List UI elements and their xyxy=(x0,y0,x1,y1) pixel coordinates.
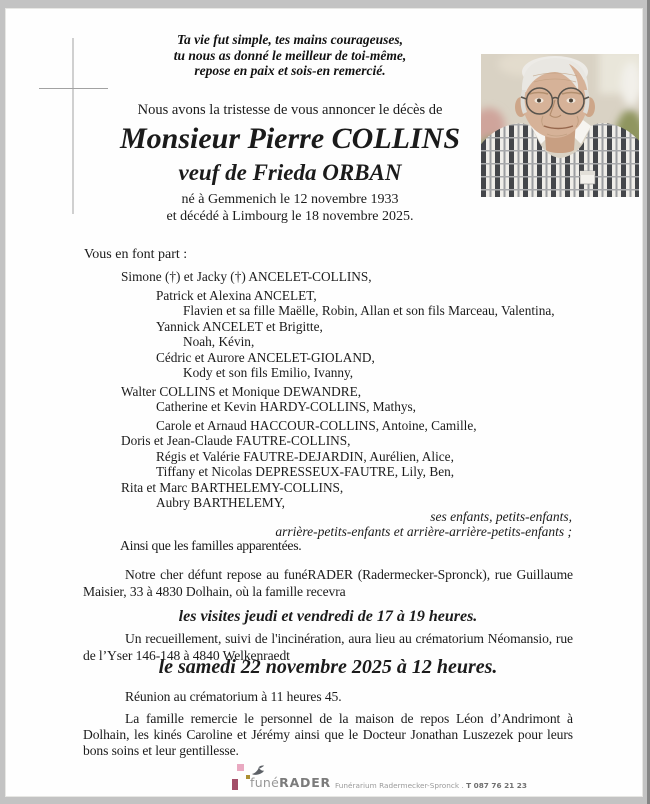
spouse-line: veuf de Frieda ORBAN xyxy=(178,160,402,185)
family-line xyxy=(121,384,584,400)
visits-line: les visites jeudi et vendredi de 17 à 19 heures. xyxy=(178,608,478,625)
brand-name xyxy=(250,775,331,790)
family-line xyxy=(156,288,584,304)
family-line xyxy=(156,399,584,415)
epitaph-line: repose en paix et sois-en remercié. xyxy=(194,63,386,78)
family-line-text: Tiffany et Nicolas DEPRESSEUX-FAUTRE, Lily, Ben, xyxy=(156,464,455,479)
announcement-line: Nous avons la tristesse de vous annoncer le décès de xyxy=(137,102,443,118)
ceremony-paragraph: Un recueillement, suivi de l'incinération, aura lieu au crématorium Néomansio, rue de l’Yser 146-148 à 4840 Welkenraedt xyxy=(83,631,573,663)
family-line-text: Patrick et Alexina ANCELET, xyxy=(156,287,317,303)
family-line xyxy=(121,269,584,285)
family-line xyxy=(183,365,584,381)
family-line xyxy=(183,334,584,350)
relations-block xyxy=(83,509,572,539)
ceremony-date-line: le samedi 22 novembre 2025 à 12 heures. xyxy=(158,656,498,678)
family-line-text: Catherine et Kevin HARDY-COLLINS, Mathys, xyxy=(156,399,416,414)
brand-light: funé xyxy=(250,775,280,790)
family-line xyxy=(156,464,584,480)
family-line-text: Yannick ANCELET et Brigitte, xyxy=(156,318,323,334)
footer-tagline xyxy=(335,781,527,790)
epitaph-line: Ta vie fut simple, tes mains courageuses, xyxy=(176,32,403,47)
obituary-page xyxy=(5,8,643,797)
family-line xyxy=(156,319,584,335)
meeting-line: Réunion au crématorium à 11 heures 45. xyxy=(125,689,342,704)
relations-line: ses enfants, petits-enfants, xyxy=(430,509,572,524)
family-line xyxy=(156,350,584,366)
epitaph-line: tu nous as donné le meilleur de toi-même, xyxy=(173,47,407,63)
family-line xyxy=(156,449,584,465)
related-families-line: Ainsi que les familles apparentées. xyxy=(120,538,302,553)
family-line xyxy=(121,480,584,496)
family-line xyxy=(156,418,584,434)
family-line-text: Régis et Valérie FAUTRE-DEJARDIN, Aurélien, Alice, xyxy=(156,448,454,464)
family-line-text: Simone (†) et Jacky (†) ANCELET-COLLINS, xyxy=(121,269,372,284)
thanks-paragraph: La famille remercie le personnel de la maison de repos Léon d’Andrimont à Dolhain, les kinés Caroline et Jérémy ainsi que le Docteur Jonathan Luszezek pour leurs bons soins et leur gentillesse. xyxy=(83,711,573,758)
family-list xyxy=(84,269,584,511)
death-line: et décédé à Limbourg le 18 novembre 2025. xyxy=(166,209,414,224)
relations-line: arrière-petits-enfants et arrière-arrière-petits-enfants ; xyxy=(275,524,572,539)
family-line-text: Rita et Marc BARTHELEMY-COLLINS, xyxy=(121,479,344,495)
family-line-text: Cédric et Aurore ANCELET-GIOLAND, xyxy=(156,349,375,365)
family-line-text: Kody et son fils Emilio, Ivanny, xyxy=(183,365,354,380)
footer-phone: T 087 76 21 23 xyxy=(466,781,527,790)
deceased-name: Monsieur Pierre COLLINS xyxy=(119,122,461,155)
family-line-text: Doris et Jean-Claude FAUTRE-COLLINS, xyxy=(121,433,351,448)
family-line-text: Noah, Kévin, xyxy=(183,334,255,349)
tagline-text: Funérarium Radermecker-Spronck . xyxy=(335,781,467,790)
family-line-text: Walter COLLINS et Monique DEWANDRE, xyxy=(121,383,362,399)
birth-line: né à Gemmenich le 12 novembre 1933 xyxy=(181,192,399,207)
funeral-home-logo xyxy=(228,761,527,799)
family-line-text: Carole et Arnaud HACCOUR-COLLINS, Antoine, Camille, xyxy=(156,417,477,433)
logo-square-pink xyxy=(237,764,244,771)
logo-square-maroon xyxy=(232,779,238,790)
family-line xyxy=(121,433,584,449)
family-line-text: Flavien et sa fille Maëlle, Robin, Allan et son fils Marceau, Valentina, xyxy=(183,303,555,318)
notified-by-label: Vous en font part : xyxy=(84,247,188,262)
birth-death-block xyxy=(6,191,574,225)
repose-paragraph: Notre cher défunt repose au funéRADER (Radermecker-Spronck), rue Guillaume Maisier, 33 à 4830 Dolhain, où la famille recevra xyxy=(83,567,573,599)
brand-bold: RADER xyxy=(279,775,331,790)
family-line-text: Aubry BARTHELEMY, xyxy=(156,495,285,510)
family-line xyxy=(183,303,584,319)
